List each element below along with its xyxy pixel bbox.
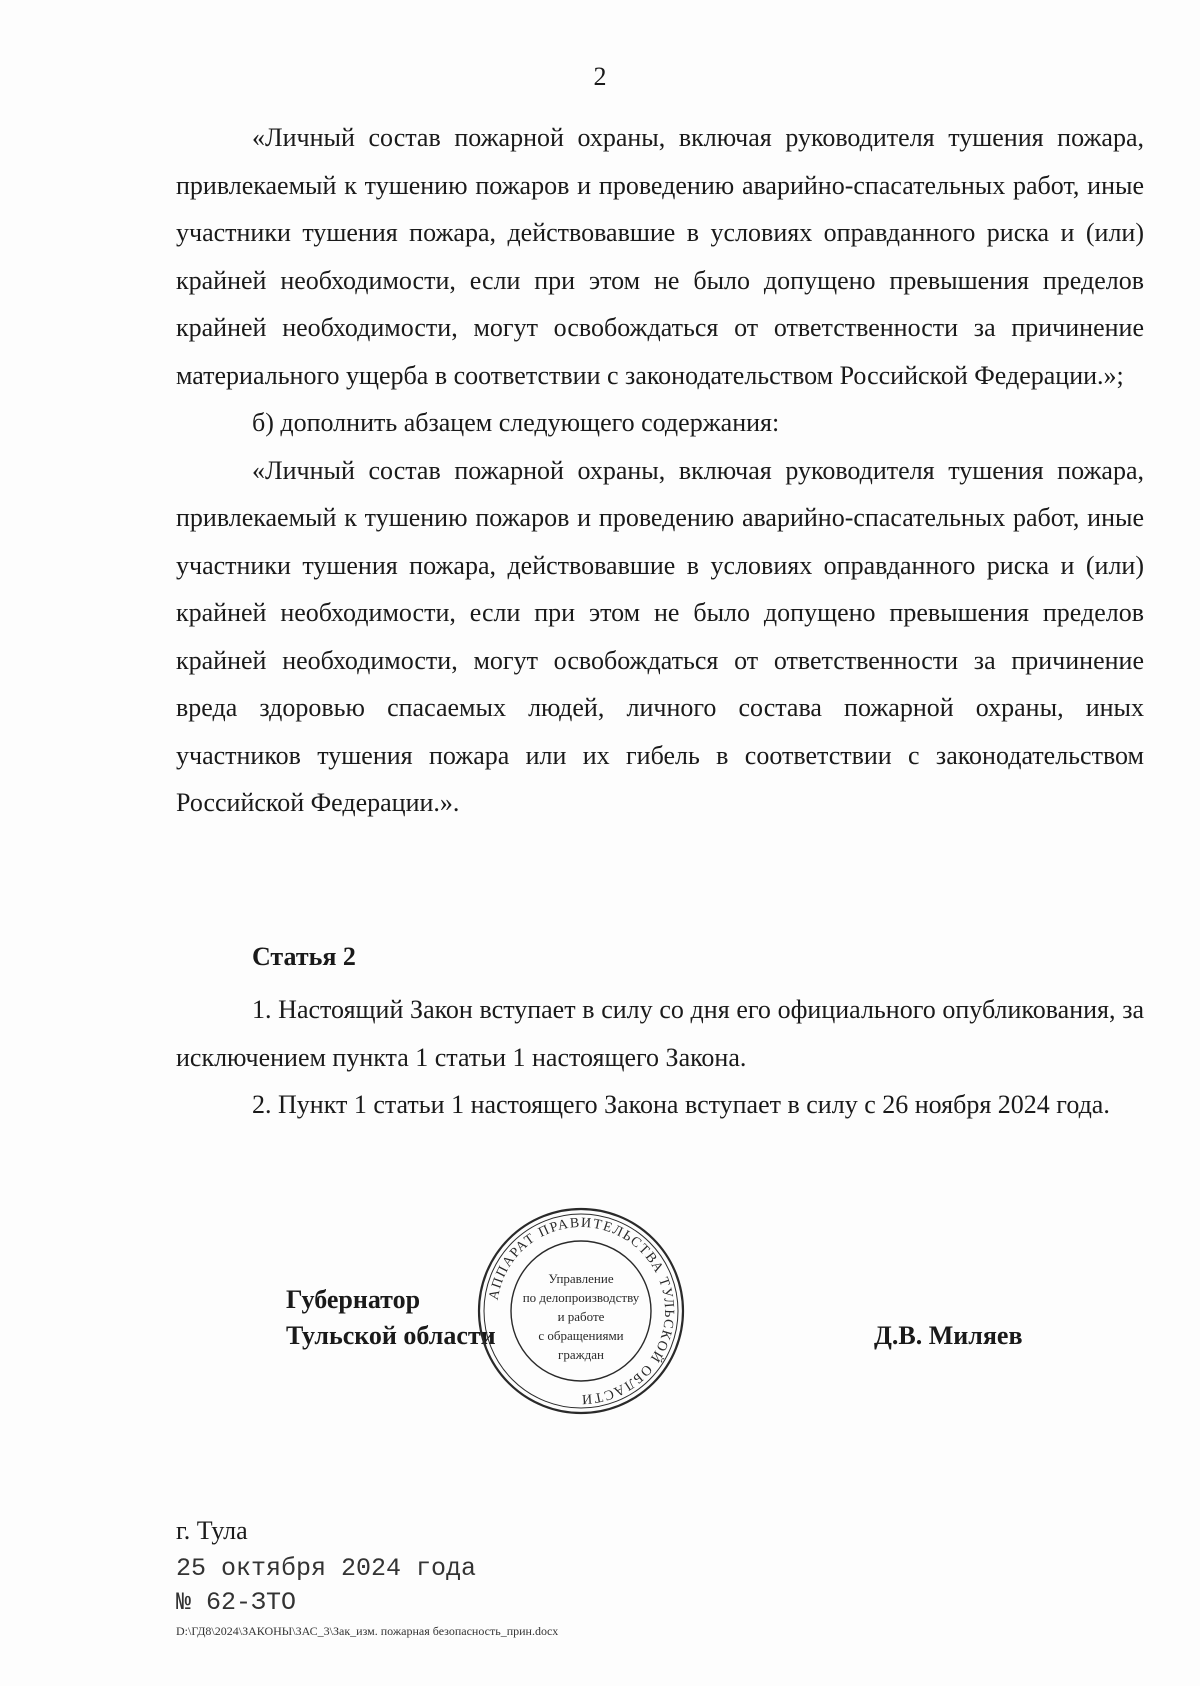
signatory-name: Д.В. Миляев xyxy=(874,1321,1023,1350)
stamp-line-5: граждан xyxy=(558,1347,604,1362)
paragraph-health-harm: «Личный состав пожарной охраны, включая руководителя тушения пожара, привлекаемый к тушению пожаров и проведению аварийно-спасательных работ, иные участники тушения пожара, действовавшие в условиях оправданного риска и (или) крайней необходимости, если при этом не было допущено превышения пределов крайней необходимости, могут освобождаться от ответственности за причинение вреда здоровью спасаемых людей, личного состава пожарной охраны, иных участников тушения пожара или их гибель в соответствии с законодательством Российской Федерации.». xyxy=(176,455,1144,817)
section-1-text xyxy=(176,114,1144,827)
stamp-line-4: с обращениями xyxy=(538,1328,624,1343)
signatory-title xyxy=(286,1282,496,1354)
article-2-item-1: 1. Настоящий Закон вступает в силу со дня его официального опубликования, за исключением пункта 1 статьи 1 настоящего Закона. xyxy=(176,995,1144,1072)
stamp-line-1: Управление xyxy=(548,1271,614,1286)
stamp-ring-text: АППАРАТ ПРАВИТЕЛЬСТВА ТУЛЬСКОЙ ОБЛАСТИ xyxy=(486,1215,677,1407)
stamp-line-2: по делопроизводству xyxy=(522,1290,640,1305)
signatory-title-line-1: Губернатор xyxy=(286,1285,421,1314)
article-2-heading: Статья 2 xyxy=(252,942,356,971)
official-stamp xyxy=(476,1206,686,1416)
paragraph-material-damage: «Личный состав пожарной охраны, включая руководителя тушения пожара, привлекаемый к тушению пожаров и проведению аварийно-спасательных работ, иные участники тушения пожара, действовавшие в условиях оправданного риска и (или) крайней необходимости, если при этом не было допущено превышения пределов крайней необходимости, могут освобождаться от ответственности за причинение материального ущерба в соответствии с законодательством Российской Федерации.»; xyxy=(176,123,1144,390)
stamp-line-3: и работе xyxy=(557,1309,605,1324)
signatory-title-line-2: Тульской области xyxy=(286,1321,496,1350)
file-path: D:\ГД8\2024\ЗАКОНЫ\ЗАС_3\Зак_изм. пожарная безопасность_прин.docx xyxy=(176,1624,559,1638)
law-number: № 62-ЗТО xyxy=(176,1588,297,1617)
article-2-text xyxy=(176,986,1144,1129)
paragraph-supplement-intro: б) дополнить абзацем следующего содержания: xyxy=(252,408,780,437)
article-2-item-2: 2. Пункт 1 статьи 1 настоящего Закона вступает в силу с 26 ноября 2024 года. xyxy=(252,1090,1110,1119)
page-number: 2 xyxy=(593,62,607,91)
signing-date: 25 октября 2024 года xyxy=(176,1554,477,1583)
city-label: г. Тула xyxy=(176,1516,248,1545)
